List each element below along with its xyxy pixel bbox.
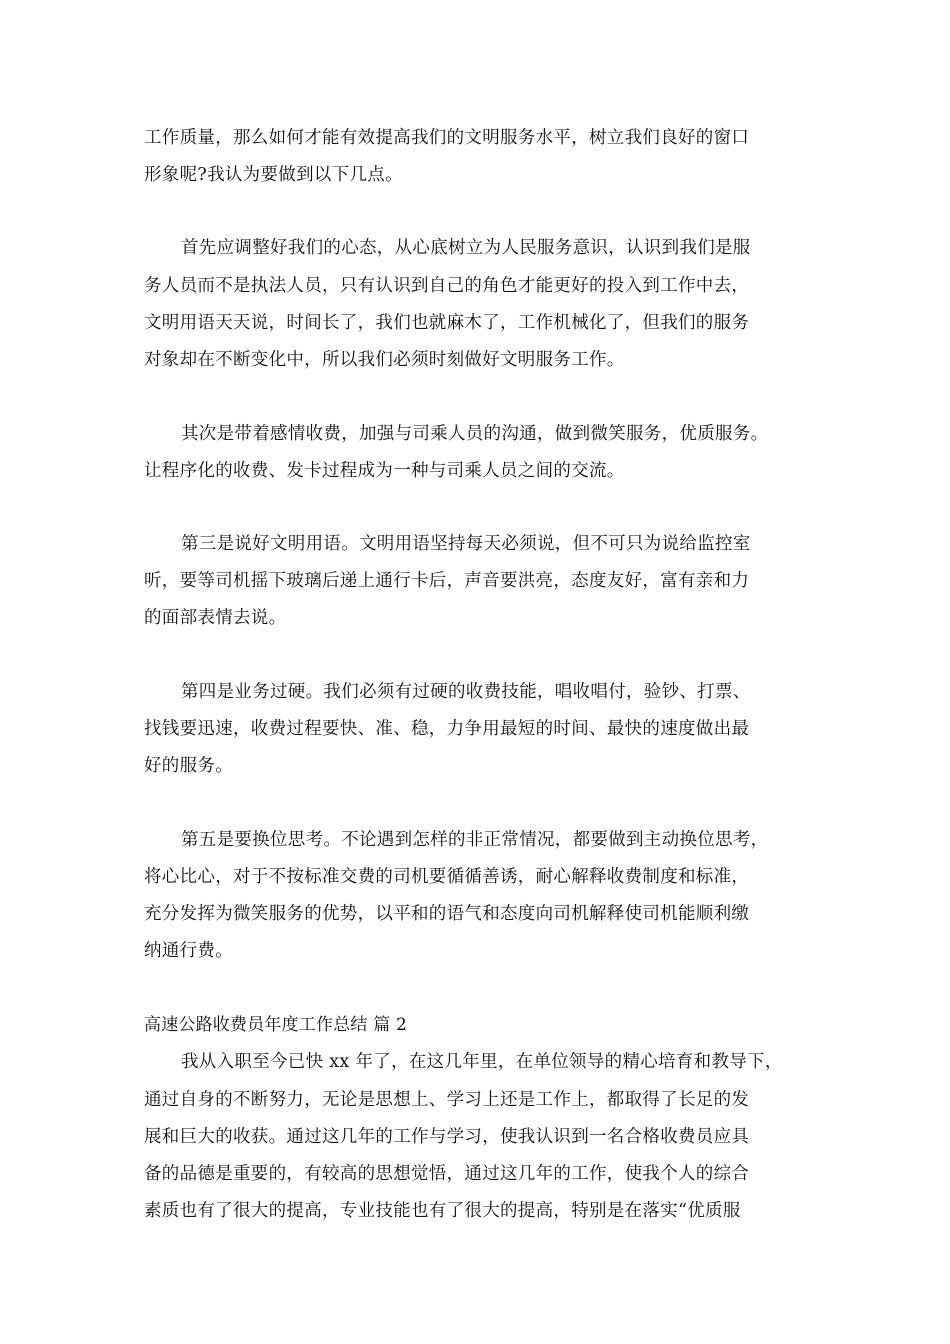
paragraph-line: 听，要等司机摇下玻璃后递上通行卡后，声音要洪亮，态度友好，富有亲和力 (144, 571, 750, 591)
paragraph-line: 工作质量，那么如何才能有效提高我们的文明服务水平，树立我们良好的窗口 (144, 128, 750, 148)
paragraph-line: 通过自身的不断努力，无论是思想上、学习上还是工作上，都取得了长足的发 (144, 1090, 750, 1110)
paragraph-line: 纳通行费。 (144, 941, 233, 961)
paragraph-line: 对象却在不断变化中，所以我们必须时刻做好文明服务工作。 (144, 350, 625, 370)
paragraph-line: 其次是带着感情收费，加强与司乘人员的沟通，做到微笑服务，优质服务。 (181, 424, 769, 444)
paragraph-line: 形象呢?我认为要做到以下几点。 (144, 165, 403, 185)
paragraph-line: 我从入职至今已快 xx 年了，在这几年里，在单位领导的精心培育和教导下， (181, 1052, 783, 1072)
paragraph-line: 的面部表情去说。 (144, 608, 287, 628)
paragraph-line: 第四是业务过硬。我们必须有过硬的收费技能，唱收唱付，验钞、打票、 (181, 682, 751, 702)
paragraph-line: 文明用语天天说，时间长了，我们也就麻木了，工作机械化了，但我们的服务 (144, 313, 750, 333)
paragraph-line: 将心比心，对于不按标准交费的司机要循循善诱，耐心解释收费制度和标准， (144, 867, 750, 887)
paragraph-line: 让程序化的收费、发卡过程成为一种与司乘人员之间的交流。 (144, 461, 625, 481)
paragraph-line: 第五是要换位思考。不论遇到怎样的非正常情况，都要做到主动换位思考， (181, 830, 769, 850)
paragraph-line: 找钱要迅速，收费过程要快、准、稳，力争用最短的时间、最快的速度做出最 (144, 719, 750, 739)
paragraph-line: 备的品德是重要的，有较高的思想觉悟，通过这几年的工作，使我个人的综合 (144, 1164, 750, 1184)
paragraph-line: 好的服务。 (144, 756, 233, 776)
paragraph-line: 首先应调整好我们的心态，从心底树立为人民服务意识，认识到我们是服 (181, 238, 751, 258)
paragraph-line: 素质也有了很大的提高，专业技能也有了很大的提高，特别是在落实“优质服 (144, 1201, 741, 1221)
paragraph-line: 务人员而不是执法人员，只有认识到自己的角色才能更好的投入到工作中去， (144, 276, 750, 296)
paragraph-line: 充分发挥为微笑服务的优势，以平和的语气和态度向司机解释使司机能顺利缴 (144, 904, 750, 924)
paragraph-line: 第三是说好文明用语。文明用语坚持每天必须说，但不可只为说给监控室 (181, 534, 751, 554)
paragraph-line: 展和巨大的收获。通过这几年的工作与学习，使我认识到一名合格收费员应具 (144, 1127, 750, 1147)
section-heading: 高速公路收费员年度工作总结 篇 2 (144, 1015, 408, 1035)
